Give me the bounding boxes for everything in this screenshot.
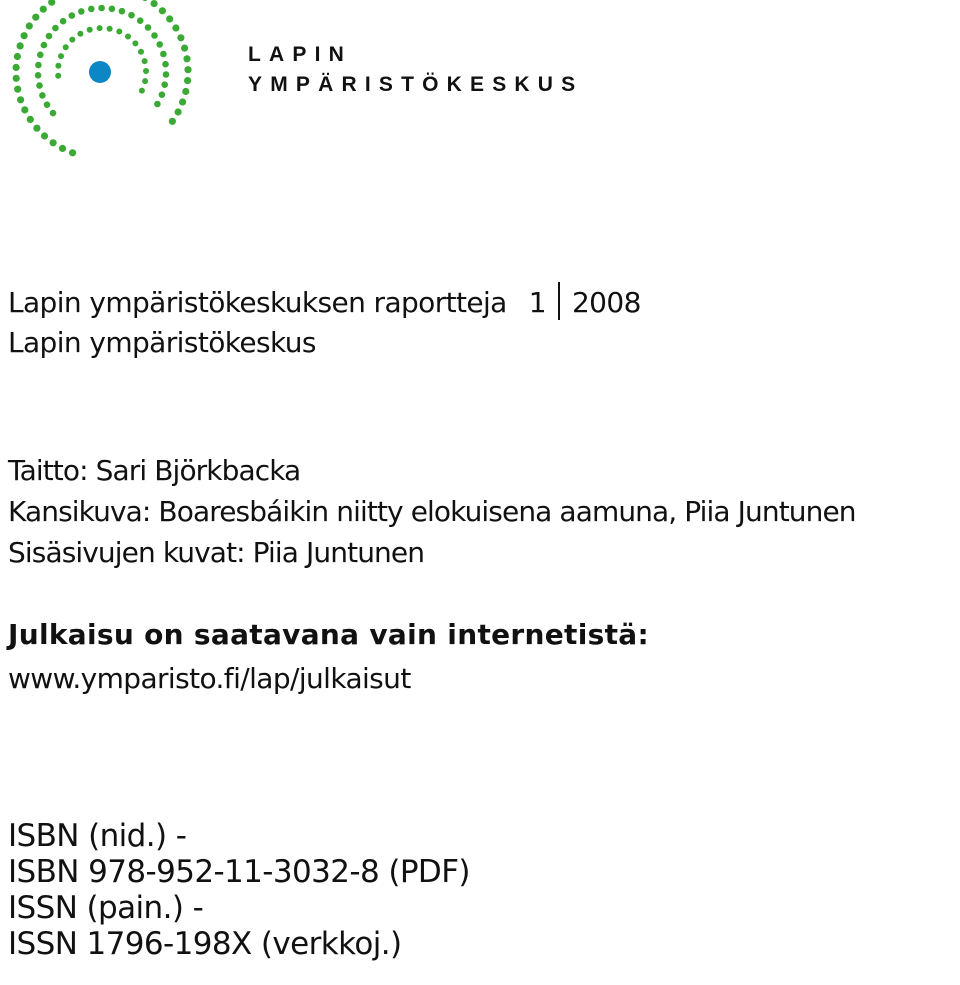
logo-dot (145, 24, 152, 31)
logo-dot (14, 86, 21, 93)
credits (8, 450, 856, 573)
logo-dot (181, 45, 188, 52)
logo-center-dot (89, 61, 111, 83)
logo-dot (159, 91, 166, 98)
logo-dot (48, 0, 55, 6)
isbn-pdf: ISBN 978-952-11-3032-8 (PDF) (8, 854, 470, 890)
logo-dot (77, 31, 83, 37)
logo-dot (160, 51, 167, 58)
logo-dot (183, 55, 190, 62)
logo-dot (55, 73, 61, 79)
issn-online: ISSN 1796-198X (verkkoj.) (8, 926, 402, 962)
logo-dot (138, 49, 144, 55)
logo-dot (21, 106, 28, 113)
logo-dot (141, 0, 148, 1)
logo-dot (35, 62, 42, 69)
logo-dot (21, 32, 28, 39)
logo-dot (59, 145, 66, 152)
logo-dot (143, 68, 149, 74)
logo-dot (26, 22, 33, 29)
logo-dot (119, 8, 126, 15)
logo-dot (13, 64, 20, 71)
logo-dot (88, 6, 95, 13)
logo-dot (156, 41, 163, 48)
series-info (8, 282, 641, 363)
logo-dot (69, 12, 76, 19)
series-title: Lapin ympäristökeskuksen raportteja (8, 286, 507, 319)
lapin-ymparistokeskus-logo-icon (0, 0, 215, 175)
logo-dot (142, 78, 148, 84)
logo-dot (40, 6, 47, 13)
logo-dot (52, 25, 59, 32)
logo-dot (97, 25, 103, 31)
logo-dot (151, 32, 158, 39)
logo-dot (151, 0, 158, 7)
logo-dot (58, 53, 64, 59)
logo-dot (44, 101, 51, 108)
isbn-print: ISBN (nid.) - (8, 818, 187, 854)
logo-dot (78, 8, 85, 15)
logo-text-line2: YMPÄRISTÖKESKUS (248, 73, 584, 96)
logo-dot (46, 33, 53, 40)
logo-dot (177, 34, 184, 41)
logo-dot (14, 53, 21, 60)
logo-dot (161, 81, 168, 88)
organization-logo-text (248, 40, 583, 100)
logo-dot (32, 14, 39, 21)
logo-dot (13, 75, 20, 82)
logo-dot (137, 17, 144, 24)
logo-dot (17, 42, 24, 49)
logo-dot (175, 108, 182, 115)
series-number: 1 (528, 286, 546, 319)
logo-dot (128, 12, 135, 19)
logo-dot (163, 71, 170, 78)
logo-dot (179, 98, 186, 105)
logo-dot (142, 58, 148, 64)
credit-inner-photos: Sisäsivujen kuvat: Piia Juntunen (8, 536, 425, 569)
logo-dot (162, 61, 169, 68)
logo-dot (50, 110, 57, 117)
logo-dot (154, 101, 161, 108)
logo-dot (17, 96, 24, 103)
logo-dot (169, 118, 176, 125)
logo-dot (166, 15, 173, 22)
logo-dot (50, 139, 57, 146)
logo-dot (159, 7, 166, 14)
series-year: 2008 (571, 286, 641, 319)
logo-dot (109, 6, 116, 13)
logo-dot (125, 34, 131, 40)
logo-dot (60, 18, 67, 25)
availability-url: www.ymparisto.fi/lap/julkaisut (8, 662, 411, 695)
logo-dot (41, 132, 48, 139)
logo-dot (98, 5, 105, 12)
identifiers (8, 818, 470, 962)
logo-dot (132, 40, 138, 46)
series-separator (558, 282, 560, 320)
issn-print: ISSN (pain.) - (8, 890, 204, 926)
logo-dot (139, 88, 145, 94)
logo-dot (107, 26, 113, 32)
logo-dot (87, 27, 93, 33)
logo-dot (172, 24, 179, 31)
logo-dot (37, 52, 44, 59)
logo-dot (182, 88, 189, 95)
logo-dot (27, 116, 34, 123)
logo-dot (55, 63, 61, 69)
logo-dot (184, 77, 191, 84)
logo-dot (69, 37, 75, 43)
logo-dot (39, 92, 46, 99)
logo-dot (69, 149, 76, 156)
logo-dot (35, 72, 42, 79)
credit-layout: Taitto: Sari Björkbacka (8, 454, 301, 487)
availability (8, 613, 649, 701)
credit-cover: Kansikuva: Boaresbáikin niitty elokuisena aamuna, Piia Juntunen (8, 495, 856, 528)
availability-heading: Julkaisu on saatavana vain internetistä: (8, 618, 649, 651)
logo-dot (36, 82, 43, 89)
logo-dot (184, 66, 191, 73)
publisher: Lapin ympäristökeskus (8, 326, 316, 359)
logo-dot (33, 125, 40, 132)
logo-dot (41, 42, 48, 49)
logo-text-line1: LAPIN (248, 43, 352, 66)
series-line (8, 282, 641, 323)
logo-dot (116, 29, 122, 35)
logo-dot (63, 44, 69, 50)
